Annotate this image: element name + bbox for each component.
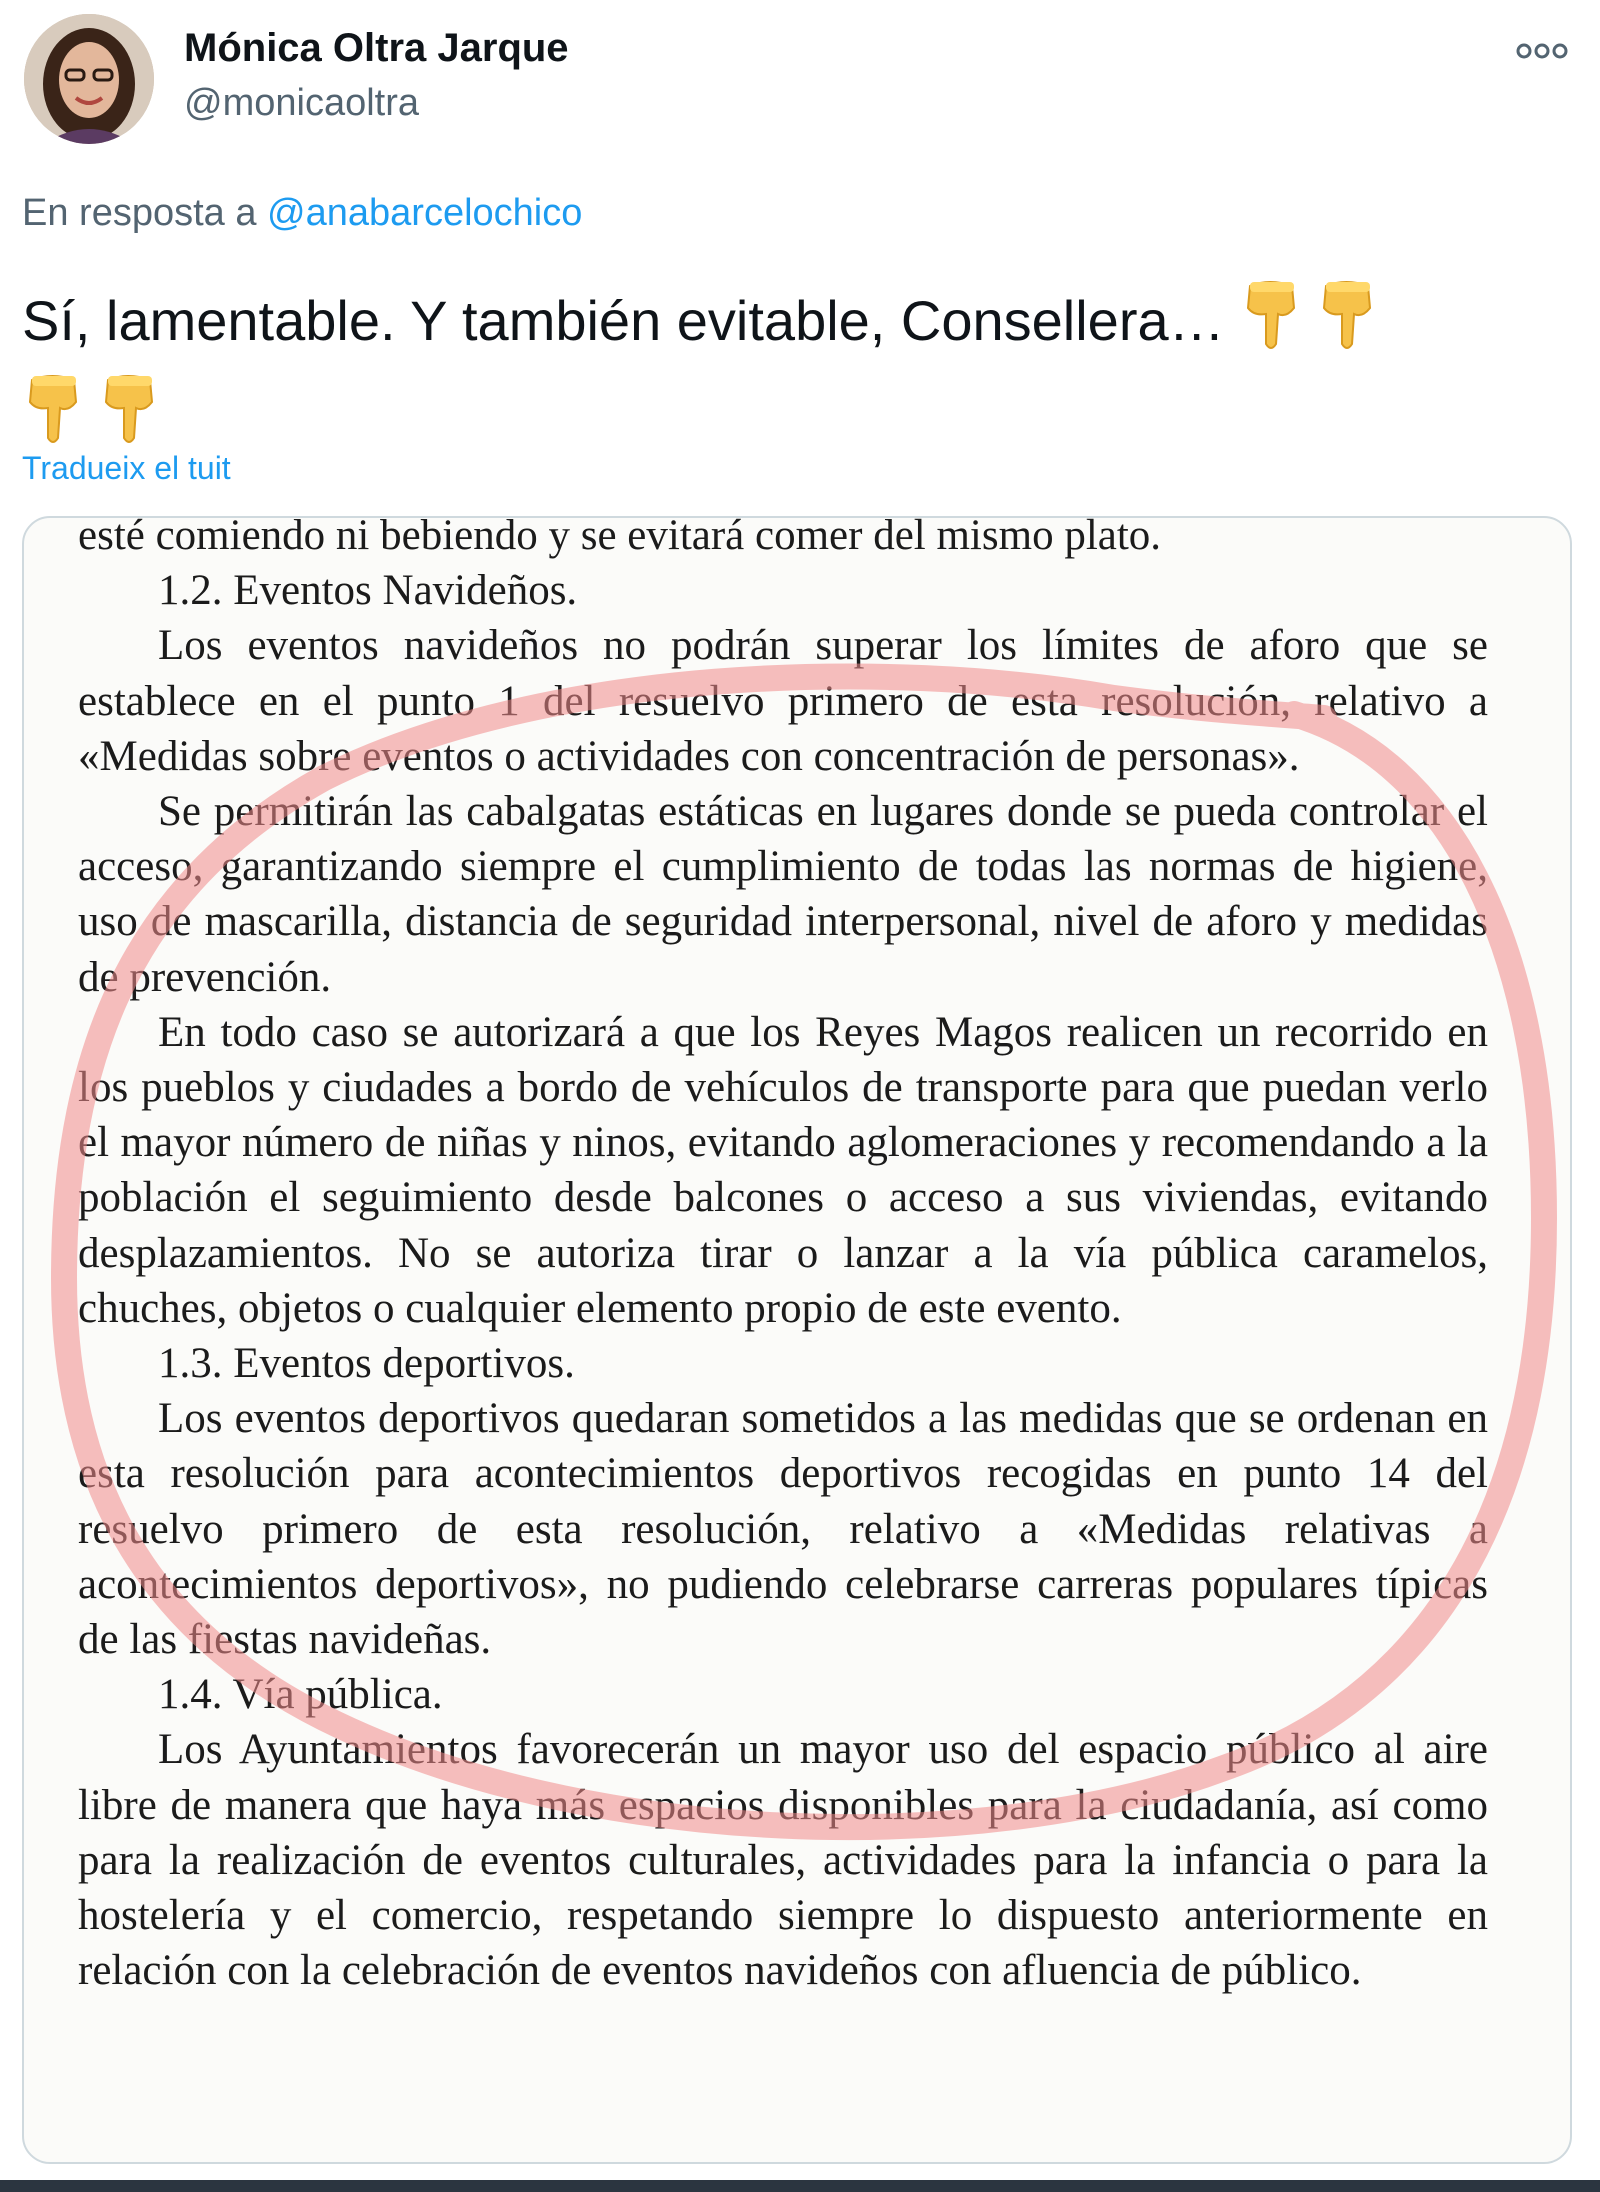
doc-paragraph: esté comiendo ni bebiendo y se evitará comer del mismo plato. [78, 516, 1162, 559]
more-options-icon[interactable] [1514, 36, 1570, 66]
reply-prefix: En resposta a [22, 192, 268, 234]
avatar-photo [24, 14, 154, 144]
doc-paragraph: En todo caso se autorizará a que los Reyes Magos realicen un recorrido en los pueblos y ciudades a bordo de vehículos de transporte para que puedan verlo el mayor número de niñas y ninos, evitando aglomeraciones y recomendando a la población el seguimiento desde balcones o acceso a sus viviendas, evitando desplazamientos. No se autoriza tirar o lanzar a la vía pública caramelos, chuches, objetos o cualquier elemento propio de este evento. [78, 1008, 1488, 1332]
pointing-down-emoji-icon [1316, 278, 1378, 372]
doc-paragraph: Se permitirán las cabalgatas estáticas en lugares donde se pueda controlar el acceso, garantizando siempre el cumplimiento de todas las normas de higiene, uso de mascarilla, distancia de seguridad interpersonal, nivel de aforo y medidas de prevención. [78, 788, 1488, 1001]
avatar[interactable] [24, 14, 154, 144]
translate-tweet-link[interactable]: Tradueix el tuit [22, 450, 231, 486]
reply-context [22, 192, 582, 235]
document-scan [78, 518, 1488, 1998]
doc-heading: 1.2. Eventos Navideños. [158, 567, 578, 615]
tweet-text [22, 278, 1562, 466]
doc-paragraph: Los eventos navideños no podrán superar los límites de aforo que se establece en el punto 1 del resuelvo primero de esta resolución, relativo a «Medidas sobre eventos o actividades con concentración de personas». [78, 622, 1488, 780]
doc-paragraph: Los Ayuntamientos favorecerán un mayor uso del espacio público al aire libre de manera que haya más espacios disponibles para la ciudadanía, así como para la realización de eventos culturales, actividades para la infancia o para la hostelería y el comercio, respetando siempre lo dispuesto anteriormente en relación con la celebración de eventos navideños con afluencia de público. [78, 1726, 1488, 1995]
doc-heading: 1.3. Eventos deportivos. [158, 1340, 575, 1388]
author-handle[interactable]: @monicaoltra [184, 82, 419, 124]
tweet-text-content: Sí, lamentable. Y también evitable, Consellera… [22, 289, 1225, 352]
reply-mention-link[interactable]: @anabarcelochico [267, 192, 583, 234]
author-display-name[interactable]: Mónica Oltra Jarque [184, 26, 569, 70]
tweet-image[interactable] [22, 516, 1572, 2164]
doc-paragraph: Los eventos deportivos quedaran sometidos a las medidas que se ordenan en esta resolución para acontecimientos deportivos recogidas en punto 14 del resuelvo primero de esta resolución, relativo a «Medidas relativas a acontecimientos deportivos», no pudiendo celebrarse carreras populares típicas de las fiestas navideñas. [78, 1395, 1488, 1664]
pointing-down-emoji-icon [1240, 278, 1302, 372]
bottom-bar [0, 2180, 1600, 2192]
doc-heading: 1.4. Vía pública. [158, 1671, 443, 1719]
